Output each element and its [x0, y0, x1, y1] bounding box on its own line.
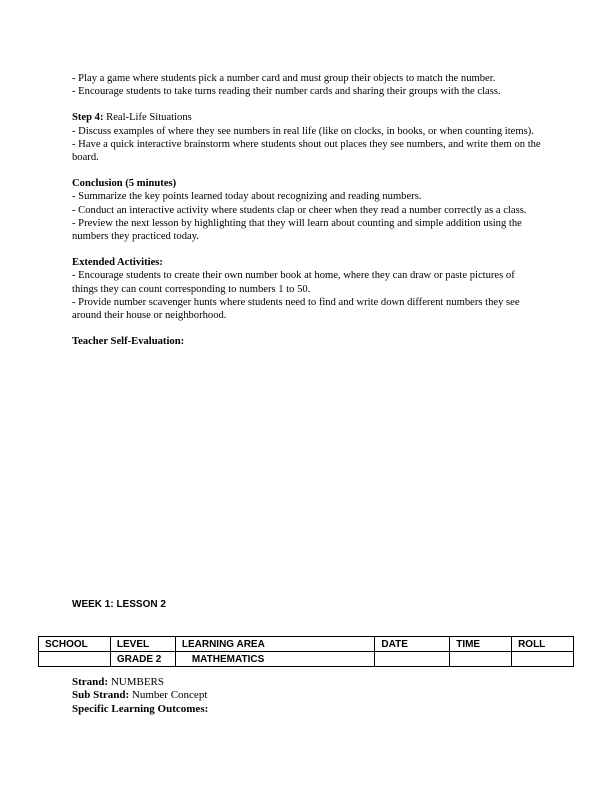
strand-line — [72, 676, 208, 689]
step4-bullet-2: - Have a quick interactive brainstorm where students shout out places they see numbers, and write them on the board. — [72, 138, 541, 164]
conclusion-bullet-3: - Preview the next lesson by highlighting that they will learn about counting and simple addition using the numbers they practiced today. — [72, 217, 522, 243]
intro-bullet-2: - Encourage students to take turns reading their number cards and sharing their groups with the class. — [72, 86, 501, 98]
extended-bullet-2: - Provide number scavenger hunts where students need to find and write down different numbers they see around their house or neighborhood. — [72, 296, 520, 322]
sub-strand-value: Number Concept — [129, 689, 208, 702]
slo-label: Specific Learning Outcomes: — [72, 702, 209, 715]
conclusion-bullet-2: - Conduct an interactive activity where students clap or cheer when they read a number correctly as a class. — [72, 204, 527, 216]
conclusion-heading-text: Conclusion (5 minutes) — [72, 178, 177, 190]
step4-bullet-1: - Discuss examples of where they see numbers in real life (like on clocks, in books, or when counting items). — [72, 125, 534, 137]
sub-strand-line — [72, 689, 208, 702]
cell-school — [39, 652, 111, 667]
strand-label: Strand: — [72, 676, 109, 688]
slo-line — [72, 703, 208, 716]
cell-time — [450, 652, 512, 667]
extended-heading — [72, 256, 542, 269]
header-roll: ROLL — [512, 637, 574, 652]
strand-section — [72, 676, 208, 716]
step4-title: Real-Life Situations — [103, 112, 192, 124]
header-time: TIME — [450, 637, 512, 652]
table-row — [39, 652, 574, 667]
extended-bullet-1: - Encourage students to create their own number book at home, where they can draw or paste pictures of things they can count corresponding to numbers 1 to 50. — [72, 270, 515, 295]
conclusion-bullet-1: - Summarize the key points learned today about recognizing and reading numbers. — [72, 191, 422, 203]
sub-strand-label: Sub Strand: — [72, 689, 130, 702]
step4-label: Step 4: — [72, 112, 104, 124]
week-lesson-title: WEEK 1: LESSON 2 — [72, 599, 166, 610]
header-level: LEVEL — [110, 637, 175, 652]
extended-heading-text: Extended Activities: — [72, 257, 163, 269]
conclusion-heading — [72, 177, 542, 190]
lesson-info-table — [38, 636, 574, 667]
step4-heading — [72, 111, 542, 124]
cell-date — [375, 652, 450, 667]
intro-bullet-1: - Play a game where students pick a number card and must group their objects to match the number. — [72, 73, 496, 84]
header-school: SCHOOL — [39, 637, 111, 652]
header-date: DATE — [375, 637, 450, 652]
cell-learning-area: MATHEMATICS — [175, 652, 375, 667]
strand-value: NUMBERS — [108, 676, 164, 688]
cell-roll — [512, 652, 574, 667]
lesson-plan-body — [72, 72, 542, 348]
self-eval-heading — [72, 335, 542, 348]
cell-level: GRADE 2 — [110, 652, 175, 667]
table-header-row — [39, 637, 574, 652]
self-eval-heading-text: Teacher Self-Evaluation: — [72, 336, 185, 348]
header-learning-area: LEARNING AREA — [175, 637, 375, 652]
